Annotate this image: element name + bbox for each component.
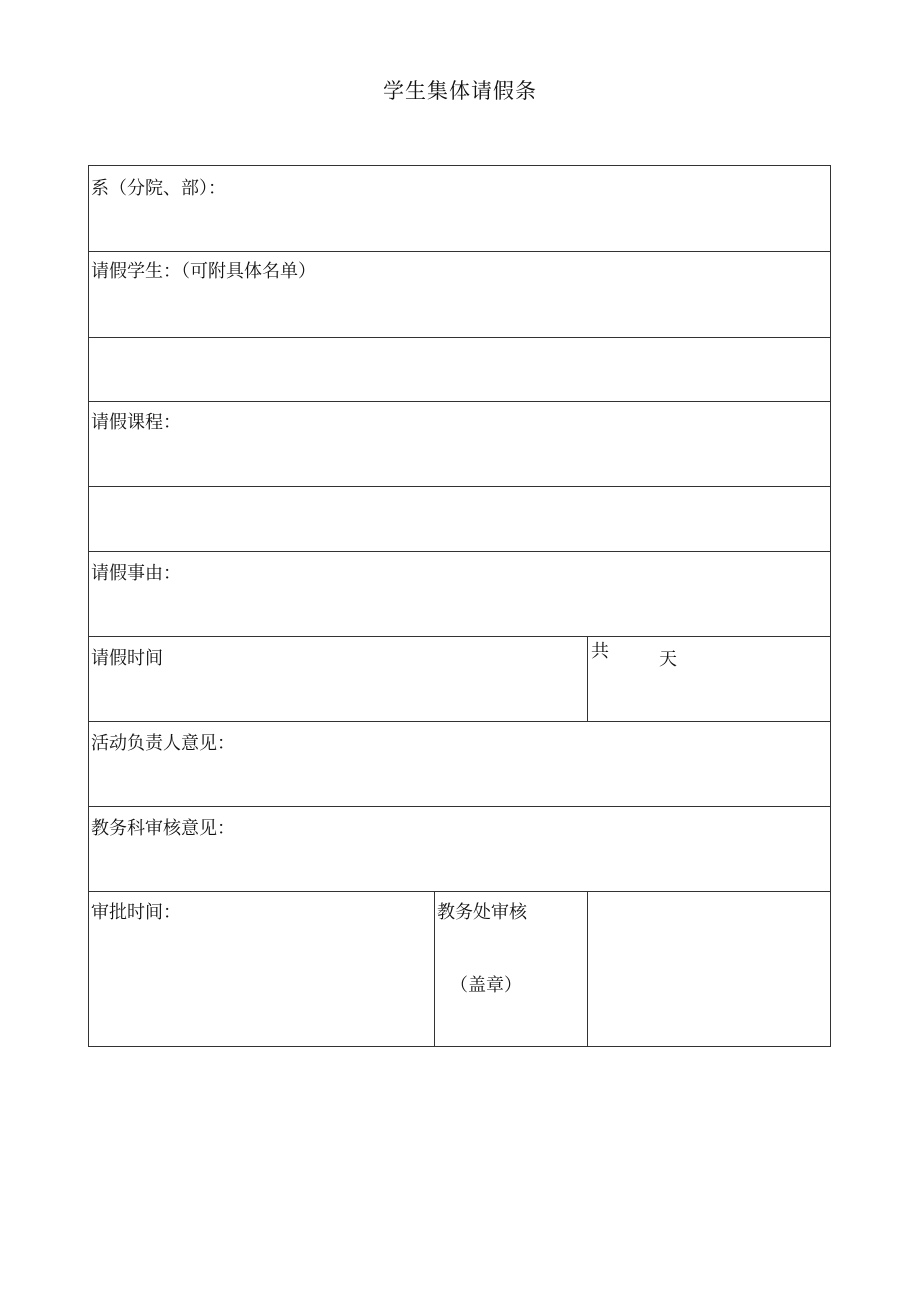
- row-divider: [89, 401, 830, 402]
- courses-label: 请假课程：: [91, 412, 181, 433]
- row-divider: [89, 251, 830, 252]
- days-label: 天: [659, 649, 677, 670]
- page-title: 学生集体请假条: [383, 79, 537, 103]
- row-divider: [89, 721, 830, 722]
- column-divider: [434, 891, 435, 1047]
- department-label: 系（分院、部）：: [91, 178, 226, 199]
- approval-time-label: 审批时间：: [91, 902, 181, 923]
- academic-office-review-label: 教务处审核: [437, 902, 527, 923]
- row-divider: [89, 551, 830, 552]
- column-divider: [587, 891, 588, 1047]
- leave-form-table: [88, 165, 831, 1047]
- column-divider: [587, 636, 588, 721]
- row-divider: [89, 337, 830, 338]
- row-divider: [89, 486, 830, 487]
- leave-time-label: 请假时间: [91, 648, 163, 669]
- students-label: 请假学生：（可附具体名单）: [91, 261, 316, 282]
- row-divider: [89, 806, 830, 807]
- total-label: 共: [591, 641, 609, 662]
- academic-section-opinion-label: 教务科审核意见：: [91, 818, 235, 839]
- row-divider: [89, 636, 830, 637]
- stamp-label: （盖章）: [450, 975, 522, 996]
- row-divider: [89, 891, 830, 892]
- activity-lead-opinion-label: 活动负责人意见：: [91, 733, 235, 754]
- reason-label: 请假事由：: [91, 563, 181, 584]
